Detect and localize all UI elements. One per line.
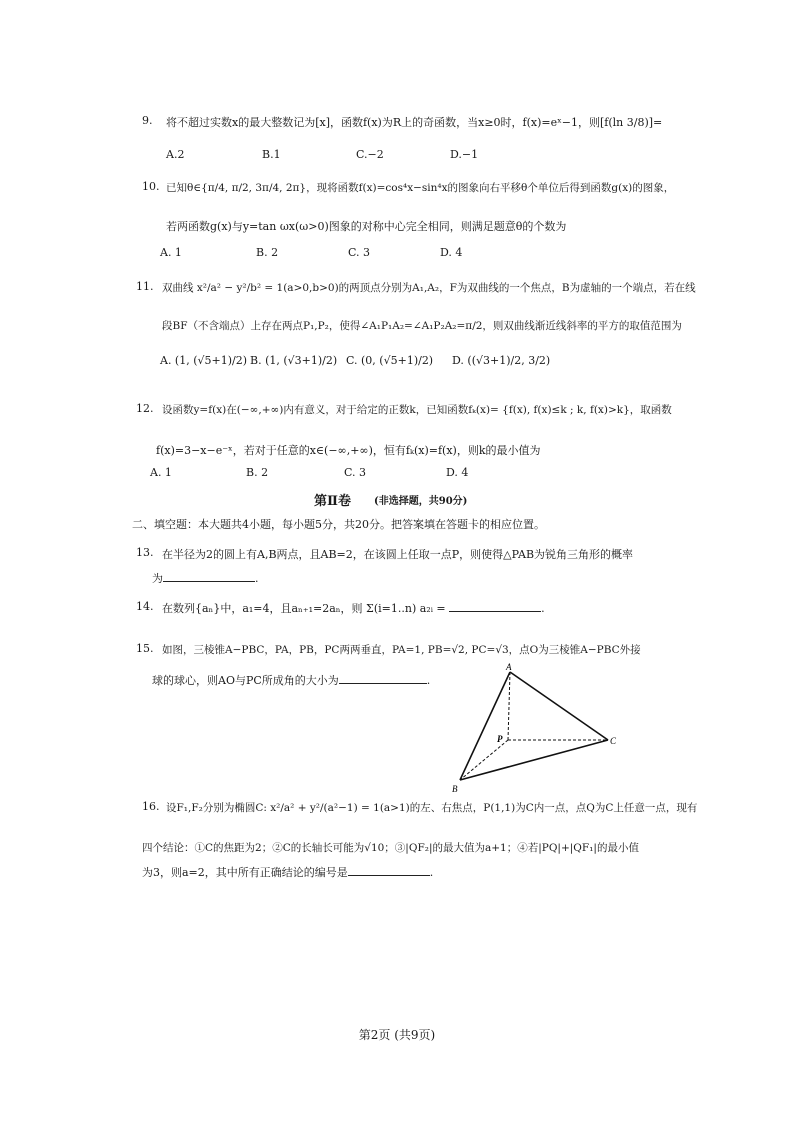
edge-ac [510, 672, 608, 740]
q11-option-a: A. (1, (√5+1)/2) [160, 354, 248, 367]
q14-answer-blank[interactable] [449, 601, 541, 612]
q15-answer-blank[interactable] [339, 673, 427, 684]
q14-number: 14. [136, 600, 154, 613]
part2-subtitle: (非选择题，共90分) [374, 496, 468, 507]
q10-line1: 已知θ∈{π/4, π/2, 3π/4, 2π}，现将函数f(x)=cos⁴x−sin⁴x的图象向右平移θ个单位后得到函数g(x)的图象， [166, 182, 675, 194]
vertex-label-c: C [610, 736, 617, 746]
q15-number: 15. [136, 642, 154, 655]
q9-option-c: C.−2 [356, 148, 384, 161]
q11-line1: 双曲线 x²/a² − y²/b² = 1(a>0,b>0)的两顶点分别为A₁,A₂，F为双曲线的一个焦点，B为虚轴的一个端点，若在线 [162, 282, 696, 294]
q12-line2: f(x)=3−x−e⁻ˣ，若对于任意的x∈(−∞,+∞)，恒有fₖ(x)=f(x)，则k的最小值为 [156, 444, 541, 457]
q10-number: 10. [142, 180, 160, 193]
q15-line2-text: 球的球心，则AO与PC所成角的大小为 [152, 674, 339, 687]
part2-title: 第Ⅱ卷 [314, 494, 351, 509]
vertex-label-p: P [497, 734, 503, 744]
page-footer: 第2页 (共9页) [358, 1028, 436, 1042]
q13-line1: 在半径为2的圆上有A,B两点，且AB=2，在该圆上任取一点P，则使得△PAB为锐角三角形的概率 [162, 548, 634, 561]
q12-number: 12. [136, 402, 154, 415]
q10-option-a: A. 1 [160, 246, 182, 259]
q16-line3: 为3，则a=2，其中所有正确结论的编号是 . [142, 866, 434, 879]
q12-option-d: D. 4 [446, 466, 469, 479]
q16-line1: 设F₁,F₂分别为椭圆C: x²/a² + y²/(a²−1) = 1(a>1)的左、右焦点，P(1,1)为C内一点，点Q为C上任意一点，现有 [166, 802, 698, 814]
q11-line2: 段BF（不含端点）上存在两点P₁,P₂，使得∠A₁P₁A₂=∠A₁P₂A₂=π/2，则双曲线渐近线斜率的平方的取值范围为 [162, 320, 682, 332]
q16-line2: 四个结论：①C的焦距为2；②C的长轴长可能为√10；③|QF₂|的最大值为a+1；④若|PQ|+|QF₁|的最小值 [142, 842, 639, 854]
q12-option-a: A. 1 [150, 466, 172, 479]
q10-option-c: C. 3 [348, 246, 371, 259]
q12-option-c: C. 3 [344, 466, 367, 479]
q9-option-a: A.2 [166, 148, 185, 161]
q9-text: 将不超过实数x的最大整数记为[x]，函数f(x)为R上的奇函数，当x≥0时，f(x)=eˣ−1，则[f(ln 3/8)]= [166, 116, 663, 129]
q10-option-d: D. 4 [440, 246, 463, 259]
edge-ap [508, 672, 510, 740]
q9-option-d: D.−1 [450, 148, 479, 161]
tetrahedron-figure [450, 660, 630, 800]
section2-heading: 二、填空题：本大题共4小题，每小题5分，共20分。把答案填在答题卡的相应位置。 [132, 518, 545, 531]
q16-line3-text: 为3，则a=2，其中所有正确结论的编号是 [142, 866, 348, 879]
edge-bc [460, 740, 608, 780]
q11-option-d: D. ((√3+1)/2, 3/2) [452, 354, 551, 367]
q9-number: 9. [142, 114, 153, 127]
q9-option-b: B.1 [262, 148, 281, 161]
q15-line1: 如图，三棱锥A−PBC，PA，PB，PC两两垂直，PA=1, PB=√2, PC=√3，点O为三棱锥A−PBC外接 [162, 644, 641, 656]
q16-answer-blank[interactable] [348, 865, 430, 876]
vertex-label-b: B [452, 784, 458, 794]
q11-number: 11. [136, 280, 154, 293]
q10-line2: 若两函数g(x)与y=tan ωx(ω>0)图象的对称中心完全相同，则满足题意θ的个数为 [166, 220, 567, 233]
q11-option-c: C. (0, (√5+1)/2) [346, 354, 434, 367]
q13-line2-text: 为 [152, 572, 163, 585]
q14-text: 在数列{aₙ}中，a₁=4，且aₙ₊₁=2aₙ，则 Σ(i=1..n) a₂ᵢ = [162, 602, 446, 615]
q16-number: 16. [142, 800, 160, 813]
q13-line2: 为 . [152, 572, 259, 585]
edge-ab [460, 672, 510, 780]
q10-option-b: B. 2 [256, 246, 279, 259]
q13-number: 13. [136, 546, 154, 559]
q12-line1: 设函数y=f(x)在(−∞,+∞)内有意义，对于给定的正数k，已知函数fₖ(x)= {f(x), f(x)≤k ; k, f(x)>k}，取函数 [162, 404, 672, 416]
q11-option-b: B. (1, (√3+1)/2) [250, 354, 338, 367]
q12-option-b: B. 2 [246, 466, 269, 479]
q13-answer-blank[interactable] [163, 571, 255, 582]
vertex-label-a: A [506, 662, 512, 672]
q15-line2: 球的球心，则AO与PC所成角的大小为 . [152, 674, 431, 687]
q14-line: 在数列{aₙ}中，a₁=4，且aₙ₊₁=2aₙ，则 Σ(i=1..n) a₂ᵢ = . [162, 602, 545, 615]
